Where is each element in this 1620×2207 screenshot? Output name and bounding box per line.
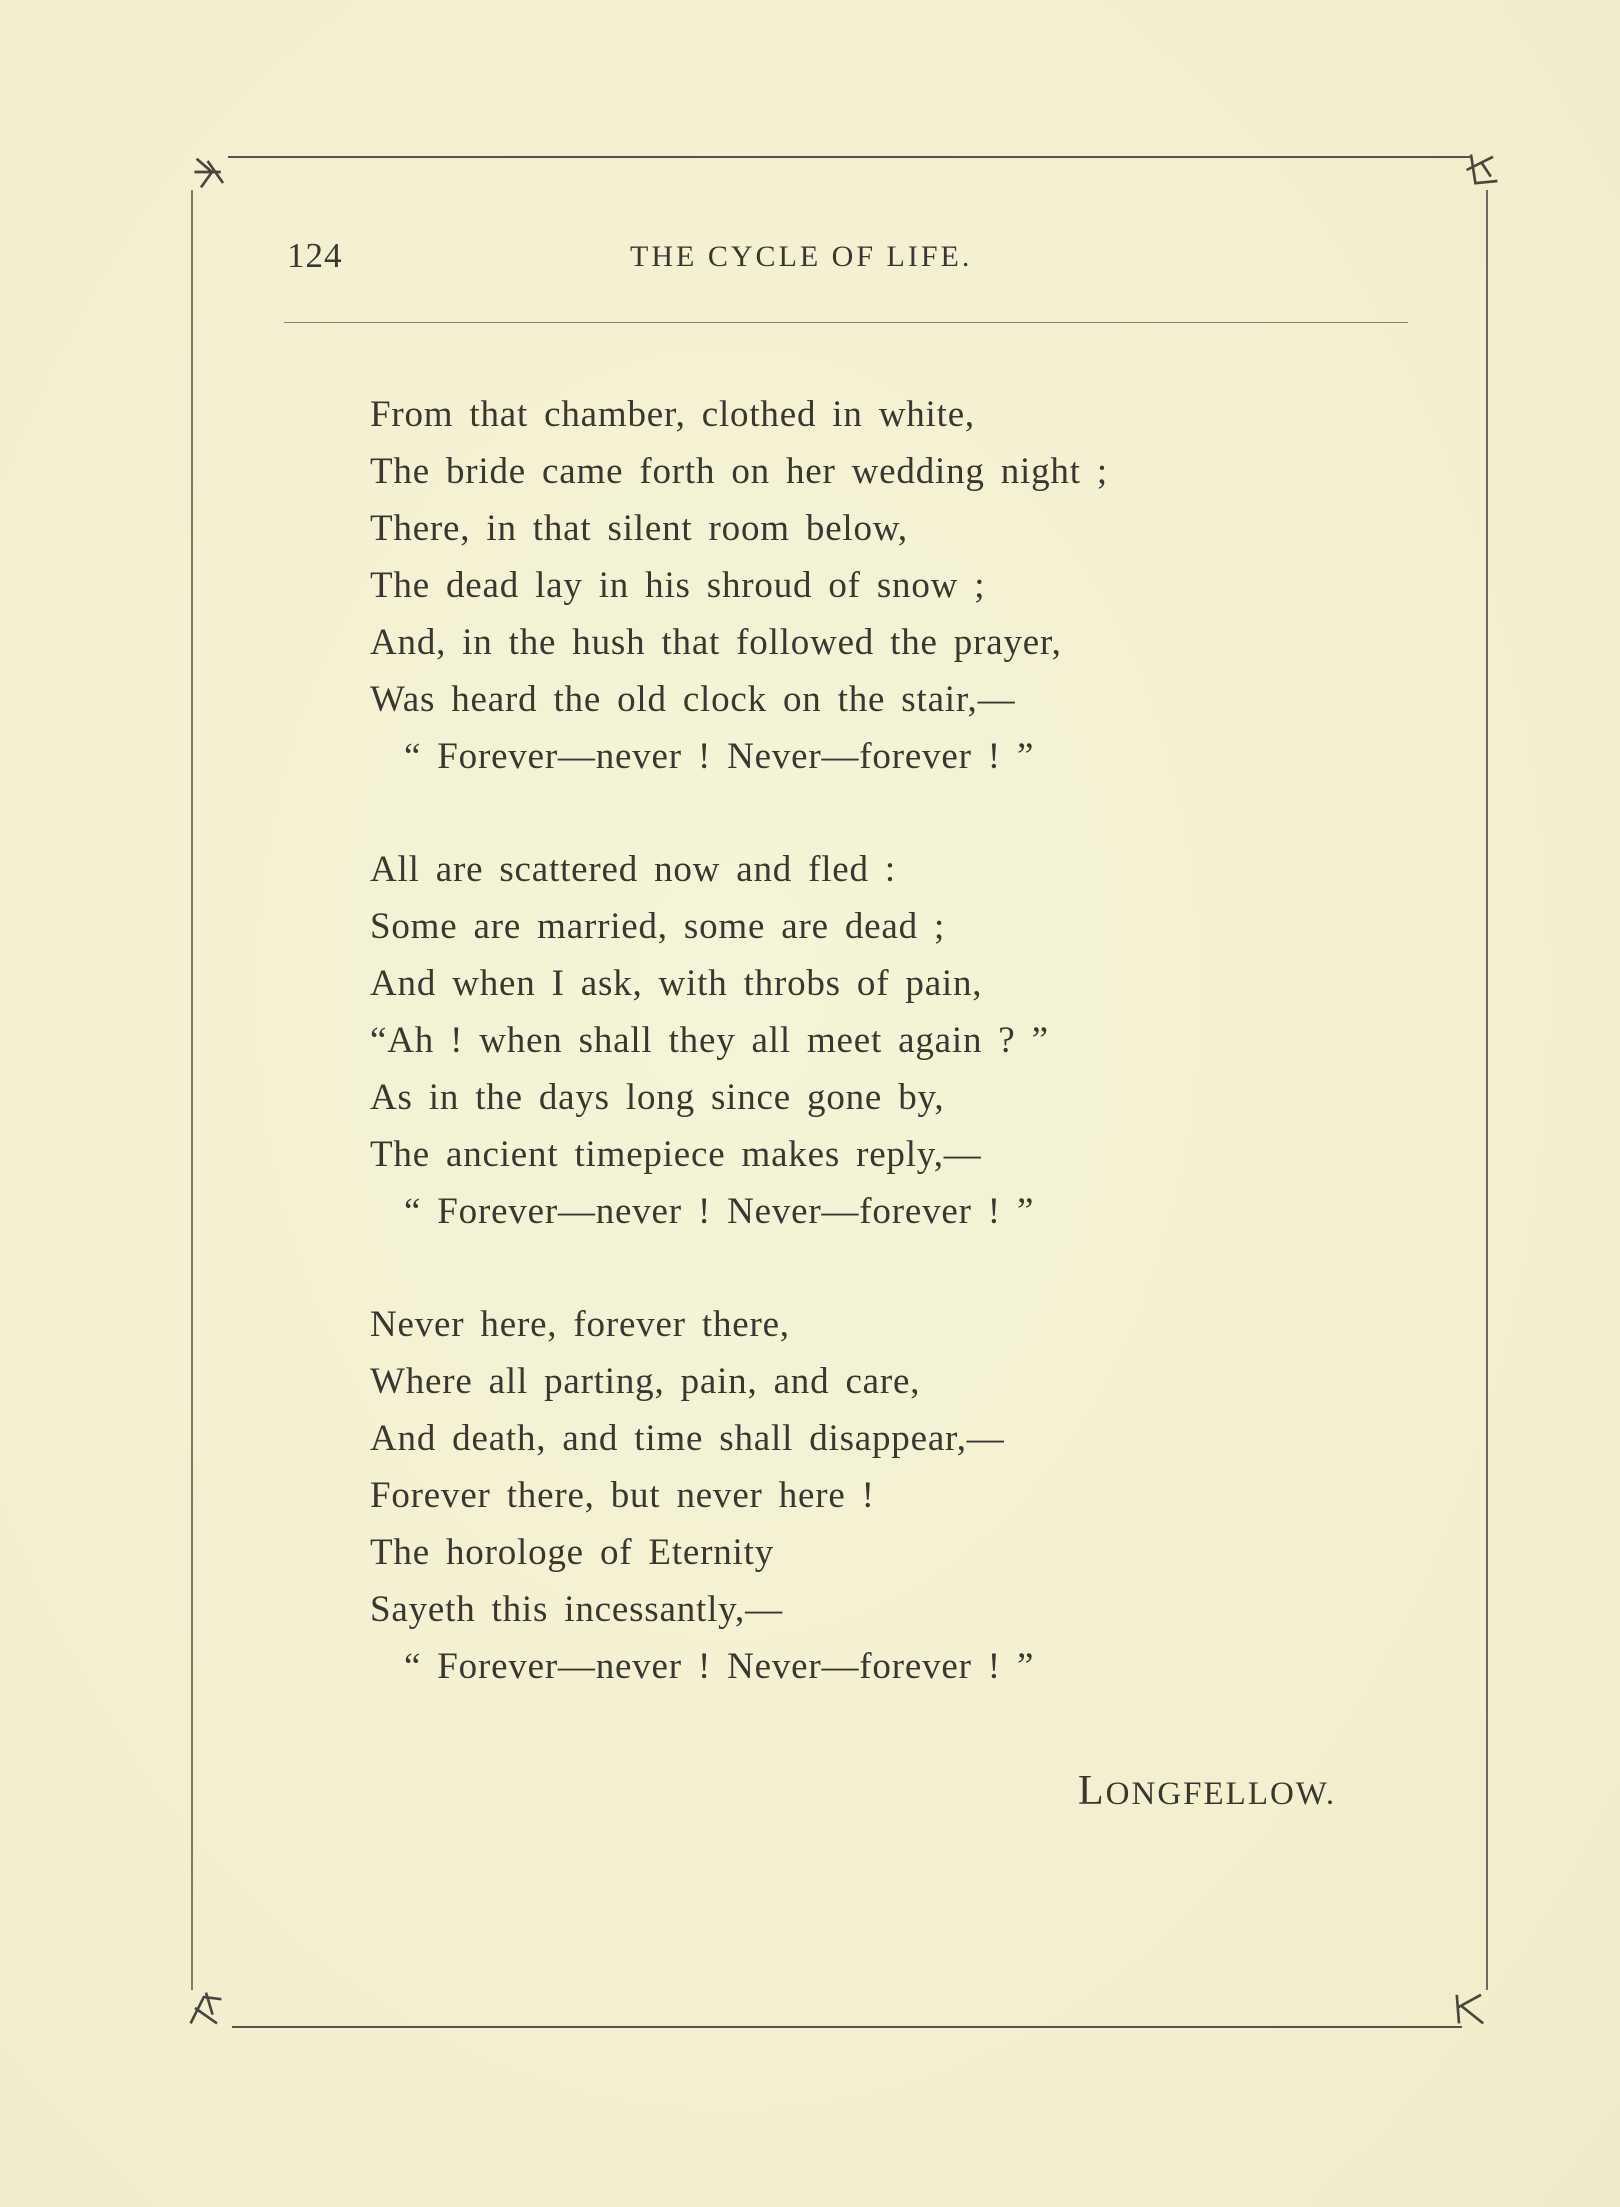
author-name-rest: ONGFELLOW.: [1105, 1776, 1337, 1812]
poem-line: And death, and time shall disappear,—: [370, 1418, 1005, 1459]
poem-line: Sayeth this incessantly,—: [370, 1589, 783, 1630]
stanza: [370, 386, 1370, 785]
poem-line: From that chamber, clothed in white,: [370, 394, 975, 435]
header-rule: [284, 322, 1408, 323]
author-initial: L: [1078, 1768, 1106, 1814]
running-title: THE CYCLE OF LIFE.: [630, 240, 973, 273]
poem-line: “Ah ! when shall they all meet again ? ”: [370, 1020, 1049, 1061]
poem-line: And, in the hush that followed the prayer,: [370, 622, 1062, 663]
frame-left-rule: [191, 190, 193, 1990]
poem-line: The bride came forth on her wedding night ;: [370, 451, 1108, 492]
poem-line: And when I ask, with throbs of pain,: [370, 963, 983, 1004]
frame-top-rule: [228, 156, 1470, 158]
poem-line: The dead lay in his shroud of snow ;: [370, 565, 986, 606]
poem-line: As in the days long since gone by,: [370, 1077, 945, 1118]
poem-line: Was heard the old clock on the stair,—: [370, 679, 1016, 720]
poem-line: All are scattered now and fled :: [370, 849, 896, 890]
corner-ornament-top-right-icon: [1460, 148, 1504, 192]
page-number: 124: [287, 236, 343, 275]
corner-ornament-bottom-left-icon: [184, 1986, 228, 2030]
frame-bottom-rule: [232, 2026, 1462, 2028]
poem-refrain: “ Forever—never ! Never—forever ! ”: [404, 1191, 1035, 1232]
corner-ornament-top-left-icon: [190, 150, 234, 194]
stanza: [370, 841, 1370, 1240]
poem-refrain: “ Forever—never ! Never—forever ! ”: [404, 1646, 1035, 1687]
author-attribution: [1078, 1767, 1336, 1815]
poem-line: There, in that silent room below,: [370, 508, 908, 549]
stanza: [370, 1296, 1370, 1695]
frame-right-rule: [1486, 190, 1488, 1990]
poem-line: The ancient timepiece makes reply,—: [370, 1134, 982, 1175]
poem-line: Where all parting, pain, and care,: [370, 1361, 921, 1402]
poem-body: [370, 386, 1370, 1751]
poem-line: The horologe of Eternity: [370, 1532, 775, 1573]
poem-line: Never here, forever there,: [370, 1304, 790, 1345]
poem-line: Some are married, some are dead ;: [370, 906, 946, 947]
poem-line: Forever there, but never here !: [370, 1475, 875, 1516]
corner-ornament-bottom-right-icon: [1448, 1986, 1492, 2030]
poem-refrain: “ Forever—never ! Never—forever ! ”: [404, 736, 1035, 777]
